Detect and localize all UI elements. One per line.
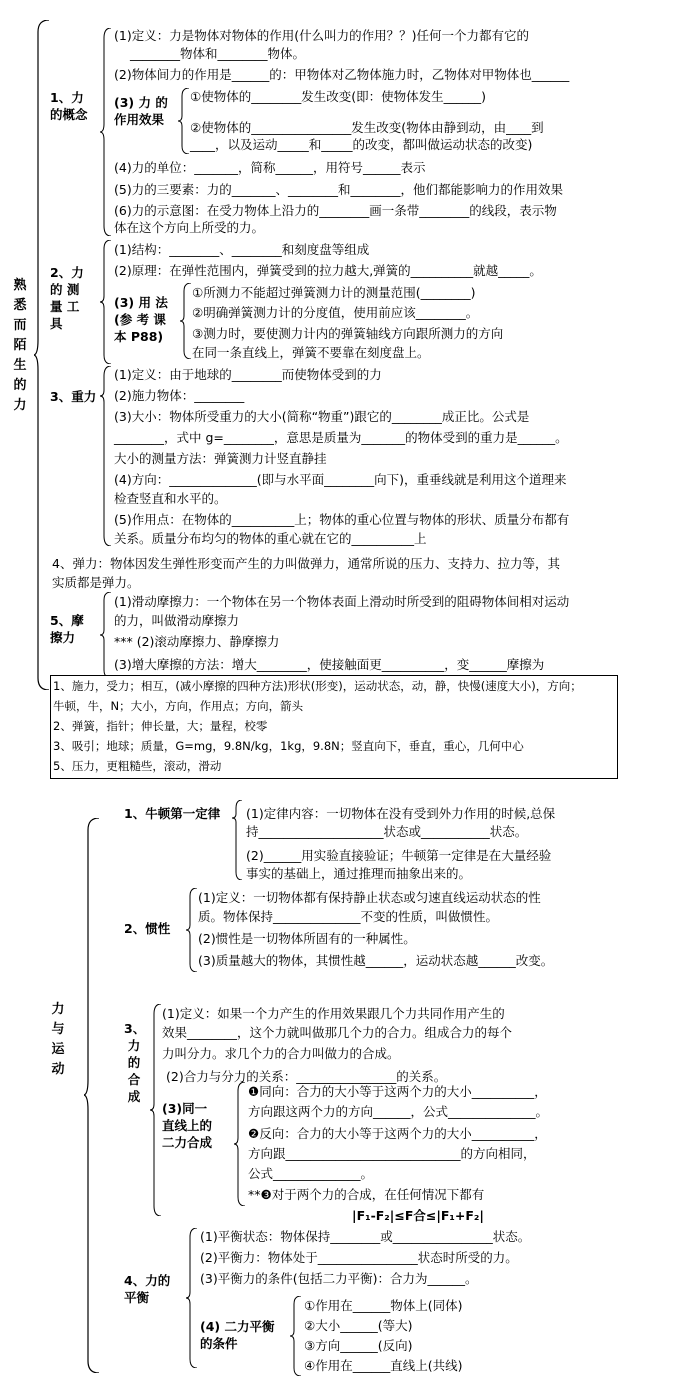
- collinear-brace: [234, 1082, 246, 1206]
- concept-line-5: (5)力的三要素：力的_______、________和________，他们都能影响力的作用效果: [114, 182, 563, 197]
- condition-line-2: ②大小______(等大): [304, 1318, 413, 1333]
- gravity-line-4: ________，式中 g=________，意思是质量为_______的物体受到的重力是______。: [114, 430, 568, 445]
- measure-label: 2、力 的 测 量 工 具: [50, 265, 84, 331]
- effect-line-2: ②使物体的________________发生改变(物体由静到动，由____到: [190, 120, 544, 135]
- equilibrium-line-1: (1)平衡状态：物体保持________或________________状态。: [200, 1229, 531, 1244]
- equilibrium-line-2: (2)平衡力：物体处于________________状态时所受的力。: [200, 1250, 518, 1265]
- concept-line-6: (6)力的示意图：在受力物体上沿力的________画一条带________的线段，表示物: [114, 203, 557, 218]
- condition-label: (4) 二力平衡 的条件: [200, 1319, 275, 1351]
- newton-line-1: (1)定律内容：一切物体在没有受到外力作用的时候,总保: [246, 806, 556, 821]
- composition-line-2: 效果________，这个力就叫做那几个力的合力。组成合力的每个: [162, 1025, 513, 1040]
- measure-line-2: (2)原理：在弹性范围内，弹簧受到的拉力越大,弹簧的__________就越_____。: [114, 263, 542, 278]
- condition-brace: [290, 1296, 302, 1376]
- concept-line-3: (2)物体间力的作用是______的：甲物体对乙物体施力时，乙物体对甲物体也______: [114, 67, 570, 82]
- friction-line-3: *** (2)滚动摩擦力、静摩擦力: [114, 634, 280, 649]
- inertia-line-1: (1)定义：一切物体都有保持静止状态或匀速直线运动状态的性: [198, 890, 541, 905]
- usage-line-4: 在同一条直线上，弹簧不要靠在刻度盘上。: [192, 345, 430, 360]
- newton-line-4: 事实的基础上，通过推理而抽象出来的。: [246, 866, 472, 881]
- friction-brace: [100, 592, 112, 678]
- newton-label: 1、牛顿第一定律: [124, 806, 221, 821]
- gravity-line-5: 大小的测量方法：弹簧测力计竖直静挂: [114, 451, 327, 466]
- usage-label: (3) 用 法 (参 考 课 本 P88): [114, 295, 168, 344]
- usage-line-1: ①所测力不能超过弹簧测力计的测量范围(________): [192, 285, 476, 300]
- equilibrium-label: 4、力的 平衡: [124, 1273, 171, 1305]
- composition-line-4: (2)合力与分力的关系：________________的关系。: [166, 1069, 447, 1084]
- friction-line-4: (3)增大摩擦的方法：增大________，使接触面更__________，变______摩擦为: [114, 657, 545, 672]
- resultant-formula: |F₁-F₂|≤F合≤|F₁+F₂|: [352, 1208, 484, 1223]
- section-title-familiar-force: 熟悉而陌生的力: [13, 278, 27, 413]
- gravity-line-9: 关系。质量分布均匀的物体的重心就在它的__________上: [114, 531, 427, 546]
- newton-line-3: (2)______用实验直接验证；牛顿第一定律是在大量经验: [246, 848, 552, 863]
- concept-line-4: (4)力的单位：_______，简称______，用符号______表示: [114, 160, 426, 175]
- collinear-label: (3)同一 直线上的 二力合成: [162, 1101, 213, 1150]
- effect-line-1: ①使物体的________发生改变(即：使物体发生______): [190, 89, 486, 104]
- concept-label: 1、力 的概念: [50, 90, 88, 122]
- effect-label: (3) 力 的 作用效果: [114, 95, 168, 127]
- friction-line-2: 的力，叫做滑动摩擦力: [114, 613, 240, 628]
- measure-brace: [100, 240, 112, 364]
- section-title-force-motion: 力与运动: [51, 1002, 65, 1077]
- concept-line-7: 体在这个方向上所受的力。: [114, 220, 265, 235]
- composition-brace: [150, 1004, 162, 1216]
- usage-line-3: ③测力时，要使测力计内的弹簧轴线方向跟所测力的方向: [192, 326, 504, 341]
- condition-line-1: ①作用在______物体上(同体): [304, 1298, 463, 1313]
- condition-line-3: ③方向______(反向): [304, 1338, 413, 1353]
- inertia-line-3: (2)惯性是一切物体所固有的一种属性。: [198, 931, 416, 946]
- gravity-label: 3、重力: [50, 389, 97, 404]
- gravity-line-7: 检查竖直和水平的。: [114, 491, 227, 506]
- collinear-line-5: 公式______________。: [248, 1166, 374, 1181]
- elastic-line-2: 实质都是弹力。: [52, 575, 140, 590]
- outer-brace-1: [34, 20, 50, 690]
- collinear-line-6: **❸对于两个力的合成，在任何情况下都有: [248, 1187, 485, 1202]
- newton-line-2: 持____________________状态或___________状态。: [246, 824, 528, 839]
- answer-line-3: 2、弹簧，指针；伸长量，大；量程，校零: [53, 719, 268, 733]
- condition-line-4: ④作用在______直线上(共线): [304, 1358, 463, 1373]
- answer-line-4: 3、吸引；地球；质量，G=mg，9.8N/kg，1kg，9.8N；竖直向下，垂直，重心，几何中心: [53, 739, 524, 753]
- collinear-line-2: 方向跟这两个力的方向______，公式______________。: [248, 1104, 549, 1119]
- collinear-line-4: 方向跟____________________________的方向相同，: [248, 1146, 536, 1161]
- gravity-brace: [100, 366, 112, 546]
- inertia-brace: [186, 888, 198, 972]
- measure-line-1: (1)结构：________、________和刻度盘等组成: [114, 242, 370, 257]
- answer-line-2: 牛顿，牛，N；大小，方向，作用点；方向，箭头: [53, 699, 304, 713]
- composition-label: 3、 力 的 合 成: [124, 1021, 146, 1104]
- gravity-line-2: (2)施力物体：________: [114, 388, 245, 403]
- gravity-line-8: (5)作用点：在物体的__________上；物体的重心位置与物体的形状、质量分布都有: [114, 512, 570, 527]
- outer-brace-2: [84, 818, 100, 1373]
- gravity-line-3: (3)大小：物体所受重力的大小(简称“物重”)跟它的________成正比。公式是: [114, 409, 530, 424]
- composition-line-1: (1)定义：如果一个力产生的作用效果跟几个力共同作用产生的: [162, 1006, 505, 1021]
- equilibrium-brace: [186, 1228, 198, 1368]
- equilibrium-line-3: (3)平衡力的条件(包括二力平衡)：合力为______。: [200, 1271, 478, 1286]
- friction-label: 5、摩 擦力: [50, 613, 84, 645]
- concept-line-2: ________物体和________物体。: [130, 46, 306, 61]
- inertia-line-4: (3)质量越大的物体，其惯性越______，运动状态越______改变。: [198, 953, 554, 968]
- composition-line-3: 力叫分力。求几个力的合力叫做力的合成。: [162, 1046, 400, 1061]
- elastic-line-1: 4、弹力：物体因发生弹性形变而产生的力叫做弹力，通常所说的压力、支持力、拉力等，其: [52, 556, 560, 571]
- effect-brace: [178, 88, 190, 154]
- collinear-line-3: ❷反向：合力的大小等于这两个力的大小__________，: [248, 1126, 547, 1141]
- answer-line-5: 5、压力，更粗糙些，滚动，滑动: [53, 759, 222, 773]
- gravity-line-1: (1)定义：由于地球的________而使物体受到的力: [114, 367, 382, 382]
- concept-brace: [100, 28, 112, 236]
- inertia-label: 2、惯性: [124, 921, 171, 936]
- usage-line-2: ②明确弹簧测力计的分度值，使用前应该________。: [192, 305, 479, 320]
- collinear-line-1: ❶同向：合力的大小等于这两个力的大小__________，: [248, 1084, 547, 1099]
- effect-line-3: ____，以及运动_____和_____的改变，都叫做运动状态的改变): [190, 137, 533, 152]
- friction-line-1: (1)滑动摩擦力：一个物体在另一个物体表面上滑动时所受到的阻碍物体间相对运动: [114, 594, 570, 609]
- concept-line-1: (1)定义：力是物体对物体的作用(什么叫力的作用？？)任何一个力都有它的: [114, 28, 529, 43]
- usage-brace: [180, 283, 192, 359]
- newton-brace: [232, 800, 242, 880]
- answer-line-1: 1、施力，受力；相互，(减小摩擦的四种方法)形状(形变)，运动状态，动，静，快慢(速度大小)，方向；: [53, 679, 582, 693]
- answer-box: [50, 675, 618, 779]
- inertia-line-2: 质。物体保持______________不变的性质，叫做惯性。: [198, 909, 499, 924]
- gravity-line-6: (4)方向：______________(即与水平面________向下)，重垂线就是利用这个道理来: [114, 472, 567, 487]
